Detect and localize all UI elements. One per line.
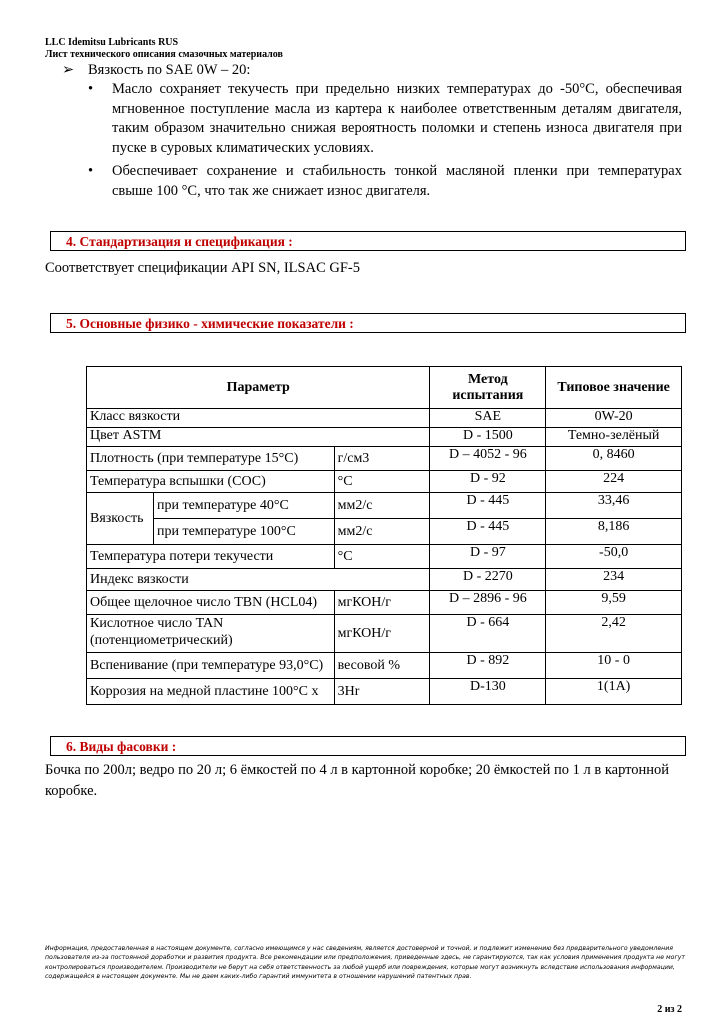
unit-cell: °С: [334, 545, 430, 569]
unit-cell: мм2/с: [334, 493, 430, 519]
bullet-text: Обеспечивает сохранение и стабильность тонкой масляной пленки при температурах свыше 100 °С, что так же снижает износ двигателя.: [112, 163, 682, 199]
param-cell: Коррозия на медной пластине 100°С х: [87, 679, 335, 705]
value-cell: 33,46: [546, 493, 682, 519]
table-row: [87, 679, 682, 705]
section-5-heading: 5. Основные физико - химические показатели :: [50, 313, 686, 333]
method-cell: D-130: [430, 679, 546, 705]
unit-cell: весовой %: [334, 653, 430, 679]
document-title: Лист технического описания смазочных материалов: [45, 49, 283, 60]
method-cell: D - 2270: [430, 569, 546, 591]
table-row: [87, 569, 682, 591]
viscosity-heading: [62, 62, 250, 79]
param-cell: Класс вязкости: [87, 409, 430, 428]
param-cell: при температуре 100°С: [153, 519, 334, 545]
method-cell: D - 1500: [430, 428, 546, 447]
value-cell: 8,186: [546, 519, 682, 545]
table-row: [87, 447, 682, 471]
header-value: Типовое значение: [546, 367, 682, 409]
table-row: [87, 653, 682, 679]
method-cell: D - 445: [430, 519, 546, 545]
value-cell: 0, 8460: [546, 447, 682, 471]
section-6-heading: 6. Виды фасовки :: [50, 736, 686, 756]
param-cell: Вспенивание (при температуре 93,0°С): [87, 653, 335, 679]
method-cell: SAE: [430, 409, 546, 428]
header-method: Метод испытания: [430, 367, 546, 409]
value-cell: 234: [546, 569, 682, 591]
table-row: [87, 493, 682, 519]
method-cell: D - 92: [430, 471, 546, 493]
bullet-text: Масло сохраняет текучесть при предельно низких температурах до -50°С, обеспечивая мгновенное поступление масла из картера к наиболее ответственным деталям двигателя, таким образом значительно снижая вероятность поломки и степень износа двигателя при пуске в суровых климатических условиях.: [112, 81, 682, 156]
packaging-text: Бочка по 200л; ведро по 20 л; 6 ёмкостей по 4 л в картонной коробке; 20 ёмкостей по 1 л в картонной коробке.: [45, 762, 670, 799]
bullet-item: [88, 80, 682, 158]
value-cell: 2,42: [546, 615, 682, 653]
table-row: [87, 409, 682, 428]
page-number: 2 из 2: [657, 1004, 682, 1015]
table-row: [87, 519, 682, 545]
table-row: [87, 545, 682, 569]
unit-cell: г/см3: [334, 447, 430, 471]
table-row: [87, 428, 682, 447]
param-cell: Индекс вязкости: [87, 569, 430, 591]
value-cell: 224: [546, 471, 682, 493]
section-4-heading: 4. Стандартизация и спецификация :: [50, 231, 686, 251]
param-cell: Общее щелочное число TBN (HCL04): [87, 591, 335, 615]
specification-text: Соответствует спецификации API SN, ILSAC GF-5: [45, 260, 360, 276]
parameters-table: [86, 366, 682, 705]
value-cell: Темно-зелёный: [546, 428, 682, 447]
arrow-bullet-icon: ➢: [62, 62, 75, 78]
table-header-row: [87, 367, 682, 409]
bullet-icon: •: [88, 163, 94, 180]
value-cell: 0W-20: [546, 409, 682, 428]
table-row: [87, 615, 682, 653]
param-cell: при температуре 40°С: [153, 493, 334, 519]
method-cell: D – 2896 - 96: [430, 591, 546, 615]
company-name: LLC Idemitsu Lubricants RUS: [45, 37, 179, 48]
param-cell: Температура потери текучести: [87, 545, 335, 569]
param-cell: Плотность (при температуре 15°С): [87, 447, 335, 471]
param-cell: Температура вспышки (СОС): [87, 471, 335, 493]
table-row: [87, 471, 682, 493]
table-row: [87, 591, 682, 615]
param-cell: Кислотное число TAN (потенциометрический): [87, 615, 335, 653]
method-cell: D - 892: [430, 653, 546, 679]
bullet-icon: •: [88, 81, 94, 97]
unit-cell: мгКОН/г: [334, 591, 430, 615]
method-cell: D - 664: [430, 615, 546, 653]
method-cell: D – 4052 - 96: [430, 447, 546, 471]
viscosity-bullets: [88, 80, 682, 206]
param-cell: Цвет ASTM: [87, 428, 430, 447]
value-cell: 10 - 0: [546, 653, 682, 679]
bullet-item: [88, 162, 682, 201]
footer-disclaimer: Информация, предоставленная в настоящем документе, согласно имеющимся у нас сведениям, является достоверной и точной, и подлежит изменению без предварительного уведомления пользователя из-за постоянной доработки и развития продукта. Все рекомендации или предположения, приведенные здесь, не гарантируются, так как условия применения продукта не могут контролироваться производителем. Производители не берут на себя ответственность за любой ущерб или повреждения, которые могут возникнуть вследствие использования информации, содержащейся в настоящем документе. Мы не даем каких-либо гарантий иммунитета в отношении нарушений патентных прав.: [45, 945, 685, 981]
unit-cell: мм2/с: [334, 519, 430, 545]
value-cell: -50,0: [546, 545, 682, 569]
unit-cell: мгКОН/г: [334, 615, 430, 653]
viscosity-title: Вязкость по SAE 0W – 20:: [88, 62, 251, 78]
header-parameter: Параметр: [87, 367, 430, 409]
value-cell: 1(1А): [546, 679, 682, 705]
method-cell: D - 97: [430, 545, 546, 569]
viscosity-group-cell: Вязкость: [87, 493, 154, 545]
unit-cell: 3Hr: [334, 679, 430, 705]
unit-cell: °С: [334, 471, 430, 493]
method-cell: D - 445: [430, 493, 546, 519]
value-cell: 9,59: [546, 591, 682, 615]
